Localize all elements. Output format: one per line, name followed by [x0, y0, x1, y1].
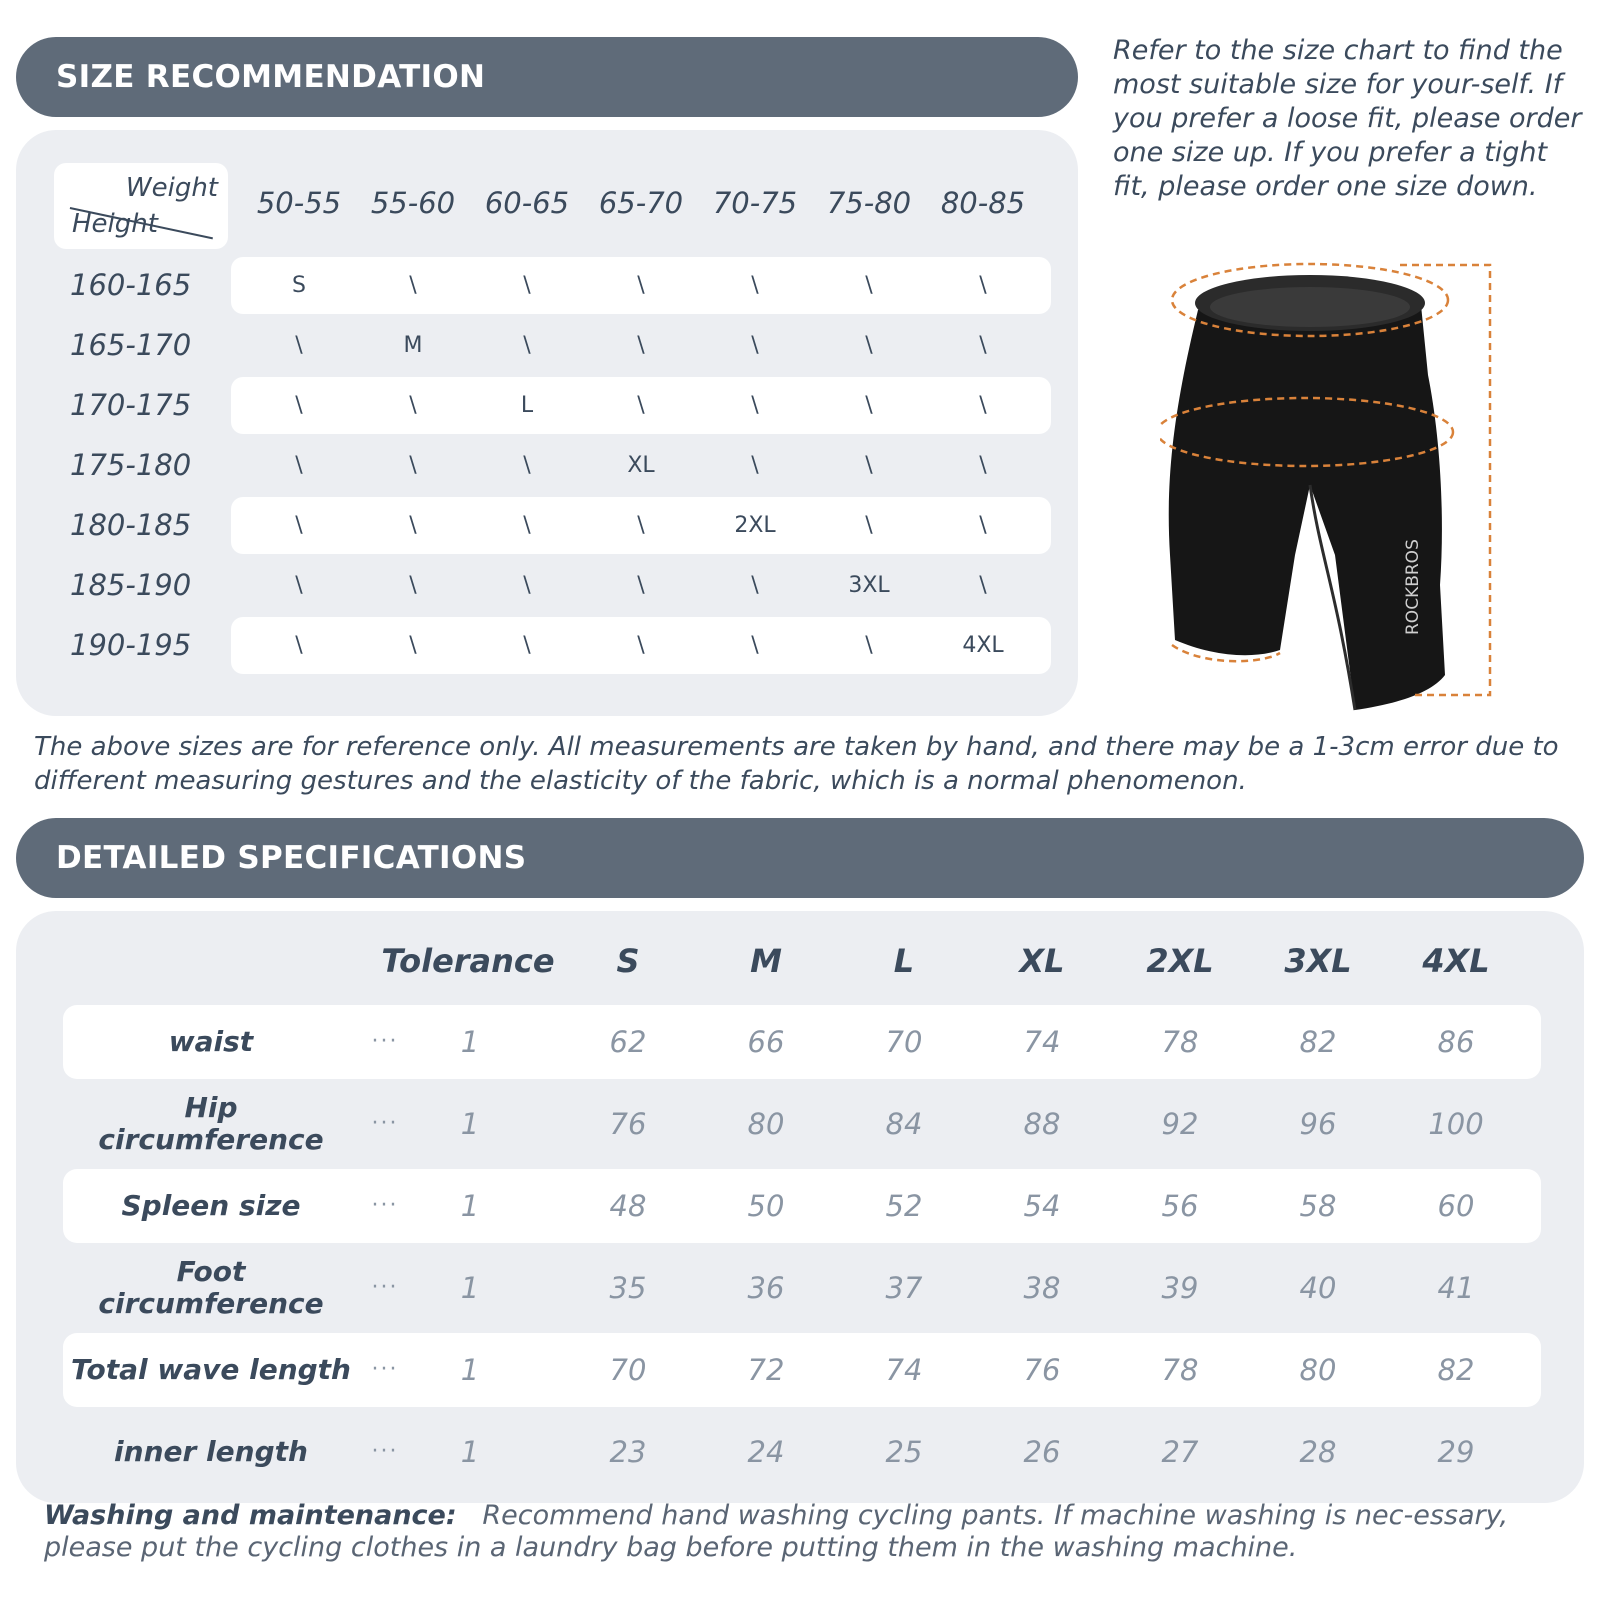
size-header-3xl: 3XL: [1284, 942, 1352, 980]
size-cell-empty: \: [523, 333, 531, 358]
spec-value-m: 24: [747, 1435, 785, 1469]
spec-tolerance: 1: [460, 1271, 480, 1305]
height-label-165-170: 165-170: [70, 328, 192, 362]
spec-tolerance: 1: [460, 1353, 480, 1387]
weight-header-75-80: 75-80: [826, 186, 912, 220]
spec-value-s: 23: [609, 1435, 647, 1469]
weight-header-50-55: 50-55: [256, 186, 342, 220]
spec-value-l: 70: [885, 1025, 923, 1059]
spec-value-l: 74: [885, 1353, 923, 1387]
size-cell-empty: \: [979, 333, 987, 358]
corner-height-label: Height: [72, 209, 158, 239]
spec-value-3xl: 80: [1299, 1353, 1337, 1387]
washing-text: Recommend hand washing cycling pants. If machine washing is nec-essary, please put the cycling clothes in a laundry bag before putting them in the washing machine.: [44, 1500, 1509, 1563]
size-cell-empty: \: [409, 393, 417, 418]
size-advice-text: Refer to the size chart to find the most suitable size for your-self. If you prefer a loose fit, please order one size up. If you prefer a tight fit, please order one size down.: [1113, 35, 1582, 202]
size-cell-empty: \: [865, 633, 873, 658]
size-cell-empty: \: [637, 573, 645, 598]
size-cell-empty: \: [409, 633, 417, 658]
spec-value-3xl: 96: [1299, 1107, 1337, 1141]
spec-tolerance: 1: [460, 1025, 480, 1059]
washing-instructions: [44, 1500, 1574, 1564]
spec-dots: ···: [371, 1029, 399, 1054]
cycling-shorts-illustration: [1160, 255, 1550, 720]
size-cell-3xl: 3XL: [848, 573, 890, 598]
spec-value-xl: 26: [1023, 1435, 1061, 1469]
size-header-m: M: [750, 942, 782, 980]
spec-tolerance: 1: [460, 1189, 480, 1223]
size-cell-empty: \: [295, 453, 303, 478]
size-cell-empty: \: [295, 513, 303, 538]
spec-value-2xl: 92: [1161, 1107, 1199, 1141]
size-cell-2xl: 2XL: [734, 513, 776, 538]
spec-label-total-wave-length: Total wave length: [71, 1353, 351, 1386]
size-cell-empty: \: [409, 573, 417, 598]
size-header-xl: XL: [1019, 942, 1065, 980]
size-recommendation-title: SIZE RECOMMENDATION: [56, 59, 486, 95]
spec-value-m: 72: [747, 1353, 785, 1387]
spec-value-m: 50: [747, 1189, 785, 1223]
spec-dots: ···: [371, 1193, 399, 1218]
size-cell-empty: \: [751, 453, 759, 478]
spec-value-4xl: 82: [1437, 1353, 1475, 1387]
spec-value-4xl: 60: [1437, 1189, 1475, 1223]
size-cell-empty: \: [751, 273, 759, 298]
spec-value-s: 35: [609, 1271, 647, 1305]
size-header-s: S: [616, 942, 640, 980]
spec-value-l: 25: [885, 1435, 923, 1469]
spec-dots: ···: [371, 1439, 399, 1464]
size-cell-empty: \: [295, 573, 303, 598]
spec-value-4xl: 86: [1437, 1025, 1475, 1059]
spec-label-hip-circumference: Hip circumference: [98, 1091, 324, 1156]
size-cell-empty: \: [637, 633, 645, 658]
spec-dots: ···: [371, 1111, 399, 1136]
spec-tolerance: 1: [460, 1435, 480, 1469]
weight-header-55-60: 55-60: [370, 186, 456, 220]
washing-label: Washing and maintenance:: [44, 1500, 457, 1531]
spec-value-m: 36: [747, 1271, 785, 1305]
spec-dots: ···: [371, 1275, 399, 1300]
spec-value-l: 84: [885, 1107, 923, 1141]
tolerance-header: Tolerance: [381, 942, 555, 980]
shorts-inner-lining: [1210, 287, 1410, 327]
size-cell-empty: \: [865, 393, 873, 418]
size-cell-empty: \: [637, 513, 645, 538]
size-header-4xl: 4XL: [1422, 942, 1490, 980]
spec-label-spleen-size: Spleen size: [121, 1189, 301, 1222]
size-cell-empty: \: [979, 453, 987, 478]
size-cell-empty: \: [751, 573, 759, 598]
shorts-body: [1169, 277, 1445, 710]
size-cell-empty: \: [637, 393, 645, 418]
size-cell-empty: \: [751, 633, 759, 658]
spec-value-4xl: 100: [1428, 1107, 1484, 1141]
measurement-disclaimer: The above sizes are for reference only. All measurements are taken by hand, and there may be a 1-3cm error due to different measuring gestures and the elasticity of the fabric, which is a normal phenomenon.: [34, 732, 1559, 796]
size-cell-empty: \: [637, 333, 645, 358]
spec-value-s: 62: [609, 1025, 647, 1059]
spec-value-xl: 54: [1023, 1189, 1061, 1223]
size-cell-empty: \: [979, 393, 987, 418]
spec-value-m: 66: [747, 1025, 785, 1059]
shorts-logo: ROCKBROS: [1403, 539, 1423, 635]
spec-value-2xl: 27: [1161, 1435, 1199, 1469]
weight-height-corner: [54, 163, 228, 249]
spec-value-2xl: 56: [1161, 1189, 1199, 1223]
spec-value-xl: 38: [1023, 1271, 1061, 1305]
size-cell-l: L: [520, 393, 534, 418]
spec-value-l: 37: [885, 1271, 923, 1305]
spec-value-3xl: 40: [1299, 1271, 1337, 1305]
spec-value-3xl: 28: [1299, 1435, 1337, 1469]
size-cell-m: M: [403, 333, 423, 358]
size-cell-empty: \: [523, 573, 531, 598]
size-cell-empty: \: [979, 573, 987, 598]
spec-label-foot-circumference: Foot circumference: [98, 1255, 324, 1320]
size-cell-empty: \: [523, 513, 531, 538]
size-cell-empty: \: [979, 273, 987, 298]
spec-tolerance: 1: [460, 1107, 480, 1141]
height-label-175-180: 175-180: [70, 448, 192, 482]
size-cell-empty: \: [409, 513, 417, 538]
weight-header-80-85: 80-85: [940, 186, 1026, 220]
size-cell-empty: \: [865, 513, 873, 538]
spec-label-waist: waist: [168, 1025, 254, 1058]
size-cell-empty: \: [865, 273, 873, 298]
corner-weight-label: Weight: [125, 173, 218, 203]
spec-value-xl: 76: [1023, 1353, 1061, 1387]
spec-value-3xl: 82: [1299, 1025, 1337, 1059]
spec-value-xl: 88: [1023, 1107, 1061, 1141]
size-cell-4xl: 4XL: [962, 633, 1004, 658]
spec-value-2xl: 39: [1161, 1271, 1199, 1305]
size-cell-empty: \: [751, 393, 759, 418]
weight-header-65-70: 65-70: [598, 186, 684, 220]
size-cell-xl: XL: [627, 453, 655, 478]
size-cell-empty: \: [409, 453, 417, 478]
size-cell-empty: \: [637, 273, 645, 298]
weight-header-60-65: 60-65: [484, 186, 570, 220]
height-label-170-175: 170-175: [70, 388, 192, 422]
size-cell-empty: \: [865, 333, 873, 358]
spec-value-4xl: 29: [1437, 1435, 1475, 1469]
size-cell-empty: \: [295, 393, 303, 418]
height-label-160-165: 160-165: [70, 268, 192, 302]
weight-header-70-75: 70-75: [712, 186, 798, 220]
spec-value-3xl: 58: [1299, 1189, 1337, 1223]
spec-value-xl: 74: [1023, 1025, 1061, 1059]
spec-value-s: 70: [609, 1353, 647, 1387]
spec-value-s: 76: [609, 1107, 647, 1141]
spec-value-l: 52: [885, 1189, 923, 1223]
spec-value-2xl: 78: [1161, 1025, 1199, 1059]
size-cell-empty: \: [523, 633, 531, 658]
spec-value-m: 80: [747, 1107, 785, 1141]
spec-value-2xl: 78: [1161, 1353, 1199, 1387]
height-label-190-195: 190-195: [70, 628, 192, 662]
detailed-specifications-banner: [16, 818, 1584, 898]
height-label-185-190: 185-190: [70, 568, 192, 602]
spec-label-inner-length: inner length: [114, 1435, 308, 1468]
size-cell-empty: \: [409, 273, 417, 298]
size-cell-empty: \: [523, 453, 531, 478]
size-cell-s: S: [292, 273, 306, 298]
size-recommendation-banner: [16, 37, 1078, 117]
size-cell-empty: \: [979, 513, 987, 538]
detailed-specifications-title: DETAILED SPECIFICATIONS: [56, 840, 527, 876]
size-header-2xl: 2XL: [1146, 942, 1214, 980]
size-cell-empty: \: [751, 333, 759, 358]
spec-value-s: 48: [609, 1189, 647, 1223]
height-label-180-185: 180-185: [70, 508, 192, 542]
size-header-l: L: [893, 942, 915, 980]
spec-dots: ···: [371, 1357, 399, 1382]
size-cell-empty: \: [523, 273, 531, 298]
size-cell-empty: \: [295, 633, 303, 658]
spec-value-4xl: 41: [1437, 1271, 1475, 1305]
size-cell-empty: \: [865, 453, 873, 478]
size-cell-empty: \: [295, 333, 303, 358]
